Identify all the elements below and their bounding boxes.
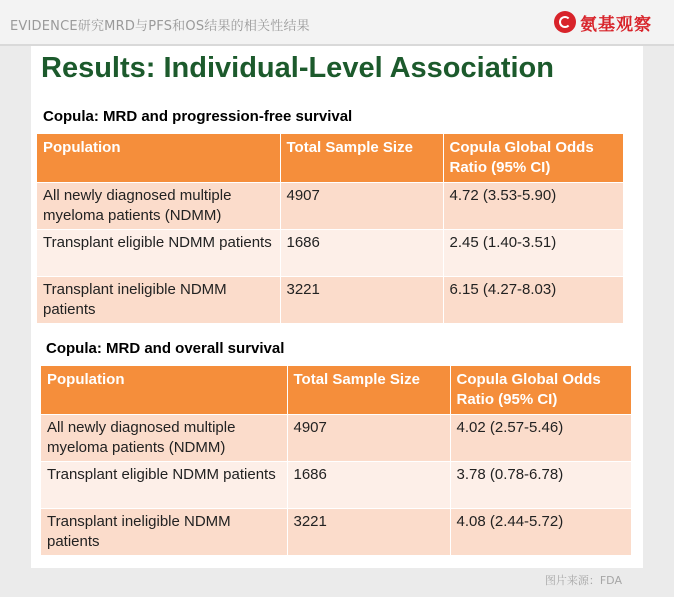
- slide: [31, 46, 643, 568]
- odds-ratio-cell: 4.72 (3.53-5.90): [443, 183, 623, 230]
- slide-title: Results: Individual-Level Association: [41, 52, 554, 84]
- table-row: [37, 277, 623, 324]
- column-header-odds-ratio: Copula Global Odds Ratio (95% CI): [450, 366, 631, 415]
- pfs-section-title: Copula: MRD and progression-free survival: [43, 108, 353, 125]
- population-cell: Transplant eligible NDMM patients: [37, 230, 280, 277]
- odds-ratio-cell: 4.08 (2.44-5.72): [450, 509, 631, 556]
- population-cell: Transplant ineligible NDMM patients: [41, 509, 287, 556]
- sample-size-cell: 1686: [287, 462, 450, 509]
- population-cell: Transplant eligible NDMM patients: [41, 462, 287, 509]
- brand-logo: [554, 11, 652, 33]
- table-header-row: [37, 134, 623, 183]
- pfs-table: [37, 134, 623, 323]
- sample-size-cell: 4907: [287, 415, 450, 462]
- population-cell: All newly diagnosed multiple myeloma patients (NDMM): [37, 183, 280, 230]
- column-header-sample-size: Total Sample Size: [280, 134, 443, 183]
- brand-icon: [554, 11, 576, 33]
- os-table: [41, 366, 631, 555]
- sample-size-cell: 3221: [287, 509, 450, 556]
- table-row: [37, 230, 623, 277]
- table-row: [41, 415, 631, 462]
- table-row: [41, 462, 631, 509]
- column-header-population: Population: [37, 134, 280, 183]
- population-cell: Transplant ineligible NDMM patients: [37, 277, 280, 324]
- top-bar: [0, 0, 674, 44]
- odds-ratio-cell: 6.15 (4.27-8.03): [443, 277, 623, 324]
- sample-size-cell: 3221: [280, 277, 443, 324]
- sample-size-cell: 1686: [280, 230, 443, 277]
- brand-name: 氨基观察: [580, 14, 652, 35]
- column-header-sample-size: Total Sample Size: [287, 366, 450, 415]
- table-row: [37, 183, 623, 230]
- table-row: [41, 509, 631, 556]
- column-header-odds-ratio: Copula Global Odds Ratio (95% CI): [443, 134, 623, 183]
- column-header-population: Population: [41, 366, 287, 415]
- table-header-row: [41, 366, 631, 415]
- header-title: EVIDENCE研究MRD与PFS和OS结果的相关性结果: [10, 19, 310, 34]
- odds-ratio-cell: 4.02 (2.57-5.46): [450, 415, 631, 462]
- population-cell: All newly diagnosed multiple myeloma patients (NDMM): [41, 415, 287, 462]
- image-source-caption: 图片来源：FDA: [544, 574, 622, 587]
- odds-ratio-cell: 3.78 (0.78-6.78): [450, 462, 631, 509]
- os-section-title: Copula: MRD and overall survival: [46, 340, 285, 357]
- sample-size-cell: 4907: [280, 183, 443, 230]
- odds-ratio-cell: 2.45 (1.40-3.51): [443, 230, 623, 277]
